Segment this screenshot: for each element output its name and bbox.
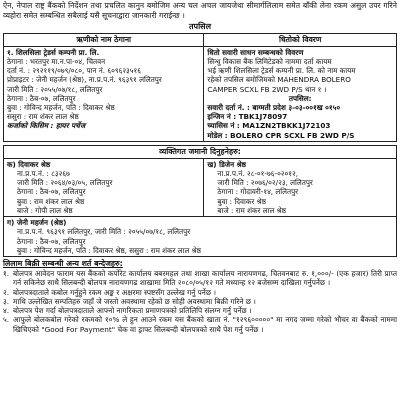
guarantor-row: [4, 158, 397, 216]
condition-item: ४. बोलपत्र पेश गर्दा बोलपत्रदाताले आफ्नो नागरिकता प्रमाणपत्रको प्रतिलिपि संलग्न गर्नु पर्नेछ ।: [3, 306, 252, 316]
guarantor-ka-line: ठेगाना : ठैब-०७, ललितपुर: [17, 187, 86, 197]
guarantor-ka-line: ना.प्र.प.नं. : ८३२६७: [17, 169, 70, 179]
collateral-line: सिन्धु विकास बैंक लिमिटेडको नाममा दर्ता कायम: [207, 56, 332, 66]
tapasil-heading: तपसिल: [188, 21, 211, 31]
loan-table-header: [4, 33, 397, 46]
conditions-section: [3, 259, 397, 334]
guarantor-ka-name: क) दिवाकर श्रेष्ठ: [7, 159, 51, 169]
vehicle-reg-no: सवारी दर्ता नं. : बाग्मती प्रदेश ३-०३-००१ख ०१५०: [207, 102, 341, 112]
borrower-address-2: ठेगाना : ठैब-०७, ललितपुर: [7, 93, 76, 103]
guarantor-ga-line: बुवा : गोविन्द महर्जन, पति : दिवाकर श्रेष्ठ, ससुरा : राम शंकर लाल श्रेष्ठ: [17, 245, 201, 255]
borrower-name: १. शिलसिला ट्रेडर्स कम्पनी प्रा. लि.: [7, 47, 100, 57]
guarantor-kha-line: जारी मिति : २०७६/०२/२३, ललितपुर: [217, 178, 313, 188]
guarantor-header-row: [4, 145, 397, 158]
condition-item: ५. आफुले बोलकबोल गरेको रकमको १०% ले हुन आउने रकम यस बैंकको खाता नं. "१२९६०००००" मा नगद जम्मा गरेको भौचर वा बैंकको नाममा खिचिएको "Good For Payment" चेक वा ड्राफ्ट सिलबन्दी बोलपत्रको साथै पेश गर्नु पर्नेछ ।: [3, 315, 397, 334]
guarantor-kha: [204, 158, 397, 216]
collateral-title: धितो सवारी साधन सम्बन्धको विवरण: [207, 47, 304, 57]
guarantor-heading: व्यक्तिगत जमानी दिनुहनेहरु:: [4, 145, 397, 158]
guarantor-ga: [4, 217, 397, 257]
guarantor-kha-line: बाजे : राम शंकर लाल श्रेष्ठ: [217, 205, 286, 215]
intro-paragraph: ऐन, नेपाल राष्ट्र बैंकको निर्देशन तथा प्रचलित कानुन बमोजिम अन्य चल अचल जायजेथा सीमार्गलिलाम समेत बाँकी लेना रकम असुल उपर गरिने व्यहोरा समेत सम्बन्धित सबैलाई यसै सूचनाद्वारा जानकारी गराईन्छ ।: [3, 1, 397, 20]
borrower-proprietor: प्रोप्राइटर : जेनी महर्जन (श्रेष्ठ), ना.प्र.प.नं. ९६३९१ ललितपुर: [7, 75, 162, 85]
collateral-line: भई ऋणी शिलसिला ट्रेडर्स कम्पनी प्रा. लि. को नाम कायम: [207, 66, 356, 76]
guarantor-ka-line: बाजे : गोपी लाल श्रेष्ठ: [17, 205, 73, 215]
conditions-list: [3, 269, 397, 334]
loan-table-row: [4, 46, 397, 141]
col-borrower-header: ऋणीको नाम ठेगाना: [4, 33, 204, 46]
guarantor-table: [3, 145, 397, 257]
borrower-issue-date: जारी मिति : २०५५/०७/१८, ललितपुर: [7, 84, 103, 94]
collateral-line: रहेको तपसिल बमोजिमको MAHENDRA BOLERO: [207, 75, 351, 85]
guarantor-ka-line: बुवा : राम शंकर लाल श्रेष्ठ: [17, 196, 85, 206]
loan-details-table: [3, 33, 397, 142]
guarantor-kha-name: ख) डिजेन श्रेष्ठ: [207, 159, 246, 169]
collateral-tapasil: तपसिल:: [288, 93, 312, 103]
guarantor-ka: [4, 158, 204, 216]
borrower-registration: दर्ता नं. : २९२११९/०७९/०८०, पान नं. ६०९६२३५१६: [7, 66, 142, 76]
guarantor-ka-line: जारी मिति : २०६४/०३/०५, ललितपुर: [17, 178, 113, 188]
condition-item: ३. माथि उल्लेखित सम्पतिहरु जहाँ जे जस्तो अवस्थामा रहेको छ सोही अवस्थामा बिक्री गरिने छ ।: [3, 296, 256, 306]
collateral-cell: [204, 46, 397, 141]
col-collateral-header: धितोको विवरण: [204, 33, 397, 46]
borrower-cell: [4, 46, 204, 141]
conditions-title: लिलाम बिक्री सम्बन्धी अन्य शर्त बन्देजहरु:: [3, 259, 123, 269]
guarantor-kha-line: बुवा : दिवाकर श्रेष्ठ: [217, 196, 266, 206]
collateral-line: CAMPER SCXL FB 2WD P/S थान १ ।: [207, 84, 327, 94]
engine-no: इन्जिन नं : TBK1J78097: [207, 112, 288, 122]
guarantor-ga-line: ठेगाना : ठैब-०७, ललितपुर: [17, 236, 86, 246]
condition-item: १. बोलपत्र आवेदन फाराम यस बैंकको कर्पोरेट कार्यालय बबरमहल तथा शाखा कार्यालय नारायणगढ, चितवनबाट रु. १,०००/- (एक हजार) तिरी प्राप्त गर्न सकिनेछ साथै सिलबन्दी बोलपत्र नारायणगढ शाखामा मिति २०८०/०५/१२ गते मध्यान्ह १२ बजेसम्म दाखिला गर्नुपर्नेछ ।: [3, 268, 397, 288]
guarantor-row-ga: [4, 217, 397, 257]
loan-type: कर्जाको किसिम : हायर पर्चेज: [7, 121, 86, 131]
guarantor-kha-line: ना.प्र.प.नं. २८-०१-७६-०२०१२,: [217, 169, 299, 179]
vehicle-model: मोडेल : BOLERO CPR SCXL FB 2WD P/S: [207, 130, 355, 140]
guarantor-kha-line: ठेगाना : गोदावरी-१४, ललितपुर: [217, 187, 299, 197]
borrower-address: ठेगाना : भरतपुर मा.न.पा-०४, चितवन: [7, 56, 106, 66]
borrower-father-in-law: ससुरा : राम शंकर लाल श्रेष्ठ: [7, 112, 79, 122]
borrower-father: बुवा : गोविन्द महर्जन, पति : दिवाकर श्रेष्ठ: [7, 102, 115, 112]
guarantor-ga-line: ना.प्र.प.नं. ९६३९१ ललितपुर, जारी मिति : २०५५/०७/१८, ललितपुर: [17, 227, 191, 237]
chassis-no: च्यासिस नं : MA1ZN2TBKK1J72103: [207, 121, 331, 131]
condition-item: २. बोलपत्रदाताले कबोल गर्नुहुने रकम अङ्क र अक्षरमा स्पष्टसँग उल्लेख गर्नु पर्नेछ ।: [3, 287, 217, 297]
guarantor-ga-name: ग) जेनी महर्जन (श्रेष्ठ): [7, 218, 67, 228]
